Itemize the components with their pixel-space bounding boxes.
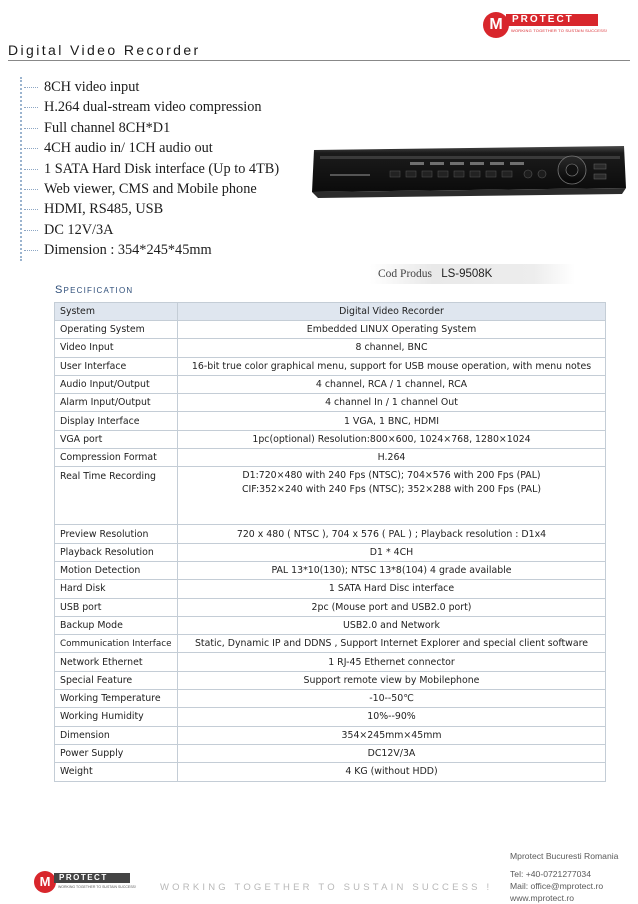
table-row <box>55 467 606 525</box>
spec-value: DC12V/3A <box>178 744 606 762</box>
spec-key: Dimension <box>55 726 178 744</box>
dash-bullet-icon <box>24 87 38 88</box>
spec-key: Alarm Input/Output <box>55 394 178 412</box>
spec-key: Working Temperature <box>55 690 178 708</box>
spec-key: Working Humidity <box>55 708 178 726</box>
dvr-product-image <box>310 144 628 202</box>
table-row <box>55 449 606 467</box>
table-row <box>55 561 606 579</box>
contact-block <box>510 850 618 904</box>
product-code-value: LS-9508K <box>441 268 493 280</box>
table-row <box>55 671 606 689</box>
logo-brand: PROTECT <box>506 14 598 26</box>
logo-tagline: WORKING TOGETHER TO SUSTAIN SUCCESS! <box>511 28 608 33</box>
spec-key: Video Input <box>55 339 178 357</box>
feature-item <box>22 97 292 117</box>
dash-bullet-icon <box>24 169 38 170</box>
spec-value: Static, Dynamic IP and DDNS , Support Internet Explorer and special client software <box>178 635 606 653</box>
spec-key: Compression Format <box>55 449 178 467</box>
table-row <box>55 525 606 543</box>
table-row <box>55 744 606 762</box>
feature-item <box>22 138 292 158</box>
dash-bullet-icon <box>24 209 38 210</box>
dash-bullet-icon <box>24 128 38 129</box>
specification-heading: Specification <box>55 284 134 296</box>
table-row <box>55 339 606 357</box>
page-title: Digital Video Recorder <box>8 42 201 58</box>
table-row <box>55 430 606 448</box>
spec-value: Support remote view by Mobilephone <box>178 671 606 689</box>
product-code-label: Cod Produs <box>378 268 432 280</box>
spec-key: Real Time Recording <box>55 467 178 525</box>
spec-value: PAL 13*10(130); NTSC 13*8(104) 4 grade available <box>178 561 606 579</box>
spec-key: Operating System <box>55 321 178 339</box>
table-row <box>55 580 606 598</box>
logo-badge: M <box>483 12 509 38</box>
spec-value: 10%--90% <box>178 708 606 726</box>
spec-value: 354×245mm×45mm <box>178 726 606 744</box>
spec-table <box>54 302 606 782</box>
spec-value: -10--50℃ <box>178 690 606 708</box>
feature-item <box>22 220 292 240</box>
table-row <box>55 763 606 781</box>
table-row <box>55 412 606 430</box>
dash-bullet-icon <box>24 230 38 231</box>
spec-key: Playback Resolution <box>55 543 178 561</box>
spec-value: 2pc (Mouse port and USB2.0 port) <box>178 598 606 616</box>
company-name: Mprotect Bucuresti Romania <box>510 851 619 861</box>
table-row <box>55 357 606 375</box>
footer-slogan: WORKING TOGETHER TO SUSTAIN SUCCESS ! <box>160 882 493 893</box>
feature-list <box>20 77 292 261</box>
spec-key: Power Supply <box>55 744 178 762</box>
table-row <box>55 375 606 393</box>
feature-item <box>22 199 292 219</box>
spec-key: Display Interface <box>55 412 178 430</box>
title-divider <box>8 60 630 61</box>
mprotect-logo <box>483 12 608 38</box>
dash-bullet-icon <box>24 189 38 190</box>
spec-key: USB port <box>55 598 178 616</box>
table-row <box>55 543 606 561</box>
spec-key: VGA port <box>55 430 178 448</box>
spec-value: 8 channel, BNC <box>178 339 606 357</box>
feature-item <box>22 118 292 138</box>
contact-mail[interactable]: Mail: office@mprotect.ro <box>510 881 604 891</box>
spec-key: Special Feature <box>55 671 178 689</box>
spec-key: Motion Detection <box>55 561 178 579</box>
spec-value: 720 x 480 ( NTSC ), 704 x 576 ( PAL ) ; Playback resolution : D1x4 <box>178 525 606 543</box>
spec-value-line: CIF:352×240 with 240 Fps (NTSC); 352×288 with 200 Fps (PAL) <box>242 484 541 496</box>
feature-text: 1 SATA Hard Disk interface (Up to 4TB) <box>44 160 280 177</box>
spec-key: Network Ethernet <box>55 653 178 671</box>
dash-bullet-icon <box>24 148 38 149</box>
spec-key: User Interface <box>55 357 178 375</box>
feature-text: Full channel 8CH*D1 <box>44 119 171 136</box>
spec-key: Preview Resolution <box>55 525 178 543</box>
spec-value: 1 SATA Hard Disc interface <box>178 580 606 598</box>
feature-item <box>22 159 292 179</box>
feature-text: H.264 dual-stream video compression <box>44 99 262 116</box>
spec-key: Weight <box>55 763 178 781</box>
table-row <box>55 616 606 634</box>
dash-bullet-icon <box>24 250 38 251</box>
feature-text: DC 12V/3A <box>44 221 114 238</box>
logo-brand: PROTECT <box>54 873 130 883</box>
spec-value: 4 channel In / 1 channel Out <box>178 394 606 412</box>
feature-text: 8CH video input <box>44 79 140 95</box>
spec-value: USB2.0 and Network <box>178 616 606 634</box>
spec-value: 16-bit true color graphical menu, support for USB mouse operation, with menu notes <box>178 357 606 375</box>
spec-value: 4 KG (without HDD) <box>178 763 606 781</box>
spec-value: H.264 <box>178 449 606 467</box>
table-row <box>55 394 606 412</box>
spec-value: D1 * 4CH <box>178 543 606 561</box>
spec-key: Audio Input/Output <box>55 375 178 393</box>
spec-value: 4 channel, RCA / 1 channel, RCA <box>178 375 606 393</box>
footer-logo <box>34 871 136 893</box>
spec-key: Backup Mode <box>55 616 178 634</box>
spec-value: Digital Video Recorder <box>178 303 606 321</box>
feature-text: Web viewer, CMS and Mobile phone <box>44 180 257 197</box>
feature-text: 4CH audio in/ 1CH audio out <box>44 140 213 157</box>
spec-value: 1 RJ-45 Ethernet connector <box>178 653 606 671</box>
contact-web[interactable]: www.mprotect.ro <box>510 893 574 903</box>
table-header-row <box>55 303 606 321</box>
feature-item <box>22 77 292 97</box>
spec-value <box>178 467 606 525</box>
spec-value-line: D1:720×480 with 240 Fps (NTSC); 704×576 with 200 Fps (PAL) <box>242 470 541 482</box>
feature-item <box>22 179 292 199</box>
spec-key: Hard Disk <box>55 580 178 598</box>
table-row <box>55 635 606 653</box>
spec-key: Communication Interface <box>55 635 178 653</box>
spec-value: 1pc(optional) Resolution:800×600, 1024×768, 1280×1024 <box>178 430 606 448</box>
spec-key: System <box>55 303 178 321</box>
table-row <box>55 321 606 339</box>
feature-text: HDMI, RS485, USB <box>44 201 164 218</box>
logo-badge: M <box>34 871 56 893</box>
dash-bullet-icon <box>24 107 38 108</box>
table-row <box>55 708 606 726</box>
feature-item <box>22 240 292 260</box>
product-code-bar <box>370 264 575 284</box>
table-row <box>55 726 606 744</box>
contact-tel: Tel: +40-0721277034 <box>510 869 591 879</box>
feature-text: Dimension : 354*245*45mm <box>44 242 212 259</box>
table-row <box>55 653 606 671</box>
spec-value: 1 VGA, 1 BNC, HDMI <box>178 412 606 430</box>
table-row <box>55 690 606 708</box>
spec-value: Embedded LINUX Operating System <box>178 321 606 339</box>
logo-tagline: WORKING TOGETHER TO SUSTAIN SUCCESS! <box>58 885 136 889</box>
table-row <box>55 598 606 616</box>
